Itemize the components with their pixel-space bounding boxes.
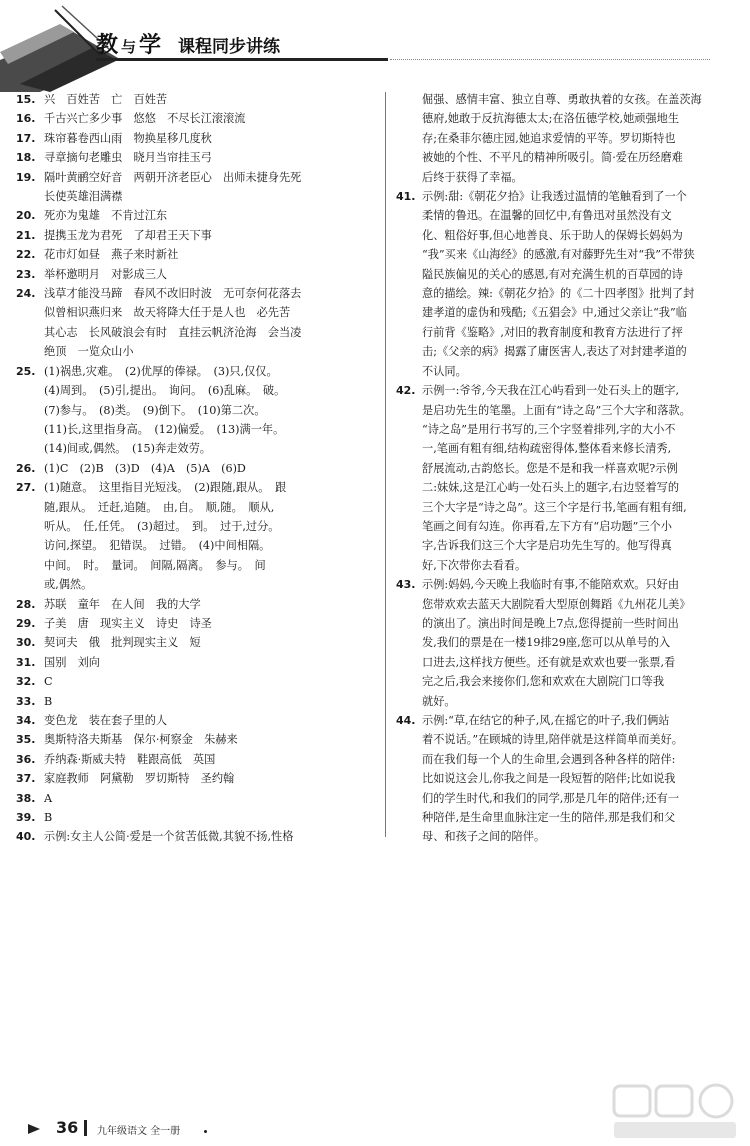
answer-item <box>16 750 374 769</box>
answer-text <box>44 90 374 109</box>
answer-item <box>16 226 374 245</box>
answer-line: 花市灯如昼 燕子来时新社 <box>44 248 179 262</box>
answer-number: 41. <box>396 190 416 204</box>
answer-item <box>16 148 374 167</box>
answer-number: 31. <box>16 655 36 669</box>
answer-line: (7)参与。 (8)类。 (9)倒下。 (10)第二次。 <box>44 403 266 417</box>
answer-text <box>44 226 374 245</box>
answer-line: 其心志 长风破浪会有时 直挂云帆济沧海 会当凌 <box>44 325 302 339</box>
left-answer-column <box>16 90 374 847</box>
answer-number: 35. <box>16 733 36 747</box>
answer-number: 17. <box>16 131 36 145</box>
answer-text <box>44 633 374 652</box>
answer-line: 或,偶然。 <box>44 578 93 592</box>
answer-number: 24. <box>16 287 36 301</box>
answer-text <box>44 808 374 827</box>
answer-line: 随,跟从。 迁赶,追随。 由,自。 顺,随。 顺从, <box>44 500 275 514</box>
answer-line: (14)间或,偶然。 (15)奔走效劳。 <box>44 442 211 456</box>
footer-separator <box>84 1120 87 1136</box>
answer-text <box>422 90 734 187</box>
answer-line: 柔情的鲁迅。在温馨的回忆中,有鲁迅对虽然没有文 <box>422 209 672 223</box>
answer-item <box>396 187 734 381</box>
answer-line: (1)C (2)B (3)D (4)A (5)A (6)D <box>44 461 246 475</box>
answer-item <box>16 595 374 614</box>
answer-line: 示例:“草,在结它的种子,风,在摇它的叶子,我们俩站 <box>422 714 670 727</box>
answer-line: “诗之岛”是用行书写的,三个字竖着排列,字的大小不 <box>422 422 676 436</box>
answer-item <box>16 653 374 672</box>
answer-line: 千古兴亡多少事 悠悠 不尽长江滚滚流 <box>44 112 246 126</box>
answer-line: (1)祸患,灾难。 (2)优厚的俸禄。 (3)只,仅仅。 <box>44 364 278 378</box>
answer-number: 25. <box>16 364 36 378</box>
answer-text <box>44 750 374 769</box>
answer-line: 化、粗俗好事,但心地善良、乐于助人的保姆长妈妈为 <box>422 228 683 242</box>
answer-text <box>44 827 374 846</box>
answer-text <box>44 245 374 264</box>
answer-line: B <box>44 694 53 708</box>
answer-text <box>44 672 374 691</box>
answer-text <box>44 789 374 808</box>
answer-line: 舒展流动,古韵悠长。您是不是和我一样喜欢呢?示例 <box>422 461 678 475</box>
answer-line: 后终于获得了幸福。 <box>422 170 523 184</box>
answer-text <box>44 148 374 167</box>
answer-line: B <box>44 811 53 825</box>
answer-number: 44. <box>396 714 416 727</box>
answer-item <box>16 362 374 459</box>
answer-text <box>422 575 734 711</box>
answer-line: 寻章摘句老雕虫 晓月当帘挂玉弓 <box>44 151 212 165</box>
answer-line: 访问,探望。 犯错误。 过错。 (4)中间相隔。 <box>44 539 271 553</box>
answer-line: 浅草才能没马蹄 春风不改旧时波 无可奈何花落去 <box>44 287 302 301</box>
answer-number: 36. <box>16 752 36 766</box>
page-number: 36 <box>56 1118 79 1137</box>
answer-line: 似曾相识燕归来 故天将降大任于是人也 必先苦 <box>44 306 291 320</box>
answer-number: 43. <box>396 578 416 592</box>
answer-item <box>396 381 734 575</box>
answer-item <box>16 827 374 846</box>
answer-text <box>44 478 374 594</box>
answer-item <box>396 711 734 847</box>
answer-line: 绝顶 一览众山小 <box>44 345 134 359</box>
answer-number: 27. <box>16 481 36 495</box>
answer-number: 23. <box>16 267 36 281</box>
answer-number: 20. <box>16 209 36 223</box>
answer-line: 示例:妈妈,今天晚上我临时有事,不能陪欢欢。只好由 <box>422 578 680 592</box>
answer-number: 34. <box>16 714 36 727</box>
answer-number: 21. <box>16 228 36 242</box>
answer-line: 隘民族偏见的关心的感恩,有对充满生机的百草园的诗 <box>422 267 683 281</box>
answer-item <box>16 769 374 788</box>
answer-item <box>16 206 374 225</box>
answer-number: 42. <box>396 384 416 398</box>
answer-line: 一,笔画有粗有细,结构疏密得体,整体看来修长清秀, <box>422 442 672 456</box>
answer-text <box>44 769 374 788</box>
answer-text <box>44 206 374 225</box>
answer-text <box>422 381 734 575</box>
answer-number: 38. <box>16 791 36 805</box>
answer-line: “我”买来《山海经》的感激,有对藤野先生对“我”不带狭 <box>422 248 695 262</box>
answer-line: 二:妹妹,这是江心屿一处石头上的题字,右边竖着写的 <box>422 481 680 495</box>
answer-line: 国别 刘向 <box>44 655 100 669</box>
answer-item <box>16 672 374 691</box>
answer-line: 不认同。 <box>422 364 467 378</box>
answer-item <box>16 459 374 478</box>
answer-line: 倔强、感情丰富、独立自尊、勇敢执着的女孩。在盖茨海 <box>422 93 702 106</box>
brand-logo <box>96 28 162 59</box>
answer-text <box>44 129 374 148</box>
answer-line: 就好。 <box>422 694 456 708</box>
answer-text <box>44 692 374 711</box>
answer-number: 26. <box>16 461 36 475</box>
answer-number: 28. <box>16 597 36 611</box>
answer-line: 发,我们的票是在一楼19排29座,您可以从单号的入 <box>422 636 671 650</box>
answer-line: 三个大字是“诗之岛”。这三个字是行书,笔画有粗有细, <box>422 500 687 514</box>
answer-item <box>16 284 374 362</box>
answer-line: 而在我们每一个人的生命里,会遇到各种各样的陪伴: <box>422 752 676 766</box>
answer-line: 口进去,这样找方便些。还有就是欢欢也要一张票,看 <box>422 655 676 669</box>
watermark-logo <box>610 1080 740 1142</box>
answer-line: 乔纳森·斯威夫特 鞋跟高低 英国 <box>44 752 216 766</box>
header-rule <box>96 58 388 61</box>
answer-item <box>16 90 374 109</box>
answer-line: 建孝道的虚伪和残酷;《五猖会》中,通过父亲让“我”临 <box>422 306 687 320</box>
answer-line: 意的描绘。辣:《朝花夕拾》的《二十四孝图》批判了封 <box>422 287 695 301</box>
answer-line: (4)周到。 (5)引,提出。 询问。 (6)乱麻。 破。 <box>44 384 286 398</box>
answer-line: (1)随意。 这里指目光短浅。 (2)跟随,跟从。 跟 <box>44 481 287 495</box>
answer-line: (11)长,这里指身高。 (12)偏爱。 (13)满一年。 <box>44 422 285 436</box>
answer-item <box>16 478 374 594</box>
answer-line: 完之后,我会来接你们,您和欢欢在大剧院门口等我 <box>422 675 665 689</box>
answer-line: 好,下次带你去看看。 <box>422 558 527 572</box>
answer-line: 示例一:爷爷,今天我在江心屿看到一处石头上的题字, <box>422 384 680 398</box>
answer-line: 示例:甜:《朝花夕拾》让我透过温情的笔触看到了一个 <box>422 190 687 204</box>
answer-text <box>44 265 374 284</box>
answer-item <box>16 245 374 264</box>
answer-text <box>44 362 374 459</box>
answer-text <box>422 187 734 381</box>
answer-line: 兴 百姓苦 亡 百姓苦 <box>44 93 168 106</box>
answer-item <box>16 711 374 730</box>
answer-line: 家庭教师 阿黛勒 罗切斯特 圣约翰 <box>44 772 235 786</box>
answer-line: 行前背《鉴略》,对旧的教育制度和教育方法进行了抨 <box>422 325 683 339</box>
answer-number: 19. <box>16 170 36 184</box>
answer-line: 击;《父亲的病》揭露了庸医害人,表达了对封建孝道的 <box>422 345 687 359</box>
answer-line: 字,告诉我们这三个大字是启功先生写的。他写得真 <box>422 539 672 553</box>
brand-char-1: 教 <box>96 32 120 58</box>
answer-line: 存;在桑菲尔德庄园,她追求爱情的平等。罗切斯特也 <box>422 131 676 145</box>
answer-text <box>44 614 374 633</box>
answer-line: 苏联 童年 在人间 我的大学 <box>44 597 201 611</box>
answer-text <box>44 711 374 730</box>
book-name: 九年级语文 全一册 <box>97 1126 181 1137</box>
answer-item <box>16 692 374 711</box>
answer-line: 母、和孩子之间的陪伴。 <box>422 830 546 844</box>
right-answer-column <box>396 90 734 847</box>
answer-item <box>16 633 374 652</box>
answer-line: 的演出了。演出时间是晚上7点,您得提前一些时间出 <box>422 616 679 630</box>
answer-number: 40. <box>16 830 36 844</box>
answer-line: 珠帘暮卷西山雨 物换星移几度秋 <box>44 131 212 145</box>
answer-number: 39. <box>16 811 36 825</box>
course-title: 课程同步讲练 <box>178 37 280 57</box>
answer-line: 隔叶黄鹂空好音 两朝开济老臣心 出师未捷身先死 <box>44 170 302 184</box>
column-divider <box>385 92 386 837</box>
answer-line: 笔画之间有勾连。你再看,左下方有“启功题”三个小 <box>422 519 672 533</box>
answer-text <box>44 168 374 207</box>
answer-line: 长使英雄泪满襟 <box>44 190 123 204</box>
answer-line: 着不说话。”在顾城的诗里,陪伴就是这样简单而美好。 <box>422 733 683 747</box>
answer-line: 们的学生时代,和我们的同学,那是几年的陪伴;还有一 <box>422 791 680 805</box>
answer-item <box>16 109 374 128</box>
page-header <box>0 0 750 92</box>
header-dotted-line <box>390 59 710 60</box>
answer-number: 29. <box>16 616 36 630</box>
answer-text <box>44 730 374 749</box>
answer-line: 契诃夫 俄 批判现实主义 短 <box>44 636 201 650</box>
arrow-right-icon <box>28 1124 40 1134</box>
answer-item <box>396 90 734 187</box>
answer-number: 30. <box>16 636 36 650</box>
answer-line: 子美 唐 现实主义 诗史 诗圣 <box>44 616 212 630</box>
answer-line: 是启功先生的笔墨。上面有“诗之岛”三个大字和落款。 <box>422 403 691 417</box>
answer-line: 种陪伴,是生命里血脉注定一生的陪伴,那是我们和父 <box>422 811 676 825</box>
answer-line: 听从。 任,任凭。 (3)超过。 到。 过于,过分。 <box>44 519 280 533</box>
answer-item <box>16 808 374 827</box>
answer-line: C <box>44 675 53 689</box>
answer-line: 被她的个性、不平凡的精神所吸引。简·爱在历经磨难 <box>422 151 683 165</box>
brand-char-3: 学 <box>139 32 163 58</box>
answer-item <box>16 265 374 284</box>
answer-line: 奥斯特洛夫斯基 保尔·柯察金 朱赫来 <box>44 733 238 747</box>
answer-number: 18. <box>16 151 36 165</box>
answer-line: 德府,她敢于反抗海德太太;在洛伍德学校,她顽强地生 <box>422 112 680 126</box>
answer-number: 15. <box>16 93 36 106</box>
brand-char-2: 与 <box>121 38 138 56</box>
answer-line: 变色龙 装在套子里的人 <box>44 714 168 727</box>
answer-number: 32. <box>16 675 36 689</box>
answer-text <box>44 109 374 128</box>
answer-text <box>44 595 374 614</box>
answer-item <box>16 730 374 749</box>
answer-number: 33. <box>16 694 36 708</box>
answer-line: 您带欢欢去蓝天大剧院看大型原创舞蹈《九州花儿美》 <box>422 597 691 611</box>
answer-item <box>16 789 374 808</box>
answer-line: 示例:女主人公简·爱是一个贫苦低微,其貌不扬,性格 <box>44 830 294 844</box>
answer-text <box>44 459 374 478</box>
answer-item <box>16 168 374 207</box>
answer-line: 提携玉龙为君死 了却君王天下事 <box>44 228 212 242</box>
answer-number: 37. <box>16 772 36 786</box>
answer-number: 22. <box>16 248 36 262</box>
answer-item <box>396 575 734 711</box>
answer-line: A <box>44 791 53 805</box>
answer-item <box>16 129 374 148</box>
answer-line: 死亦为鬼雄 不肯过江东 <box>44 209 168 223</box>
footer-dot <box>204 1130 207 1133</box>
answer-item <box>16 614 374 633</box>
answer-number: 16. <box>16 112 36 126</box>
answer-text <box>44 284 374 362</box>
answer-line: 举杯邀明月 对影成三人 <box>44 267 168 281</box>
answer-text <box>44 653 374 672</box>
answer-text <box>422 711 734 847</box>
answer-line: 中间。 时。 量词。 间隔,隔离。 参与。 间 <box>44 558 266 572</box>
answer-line: 比如说这会儿,你我之间是一段短暂的陪伴;比如说我 <box>422 772 676 786</box>
